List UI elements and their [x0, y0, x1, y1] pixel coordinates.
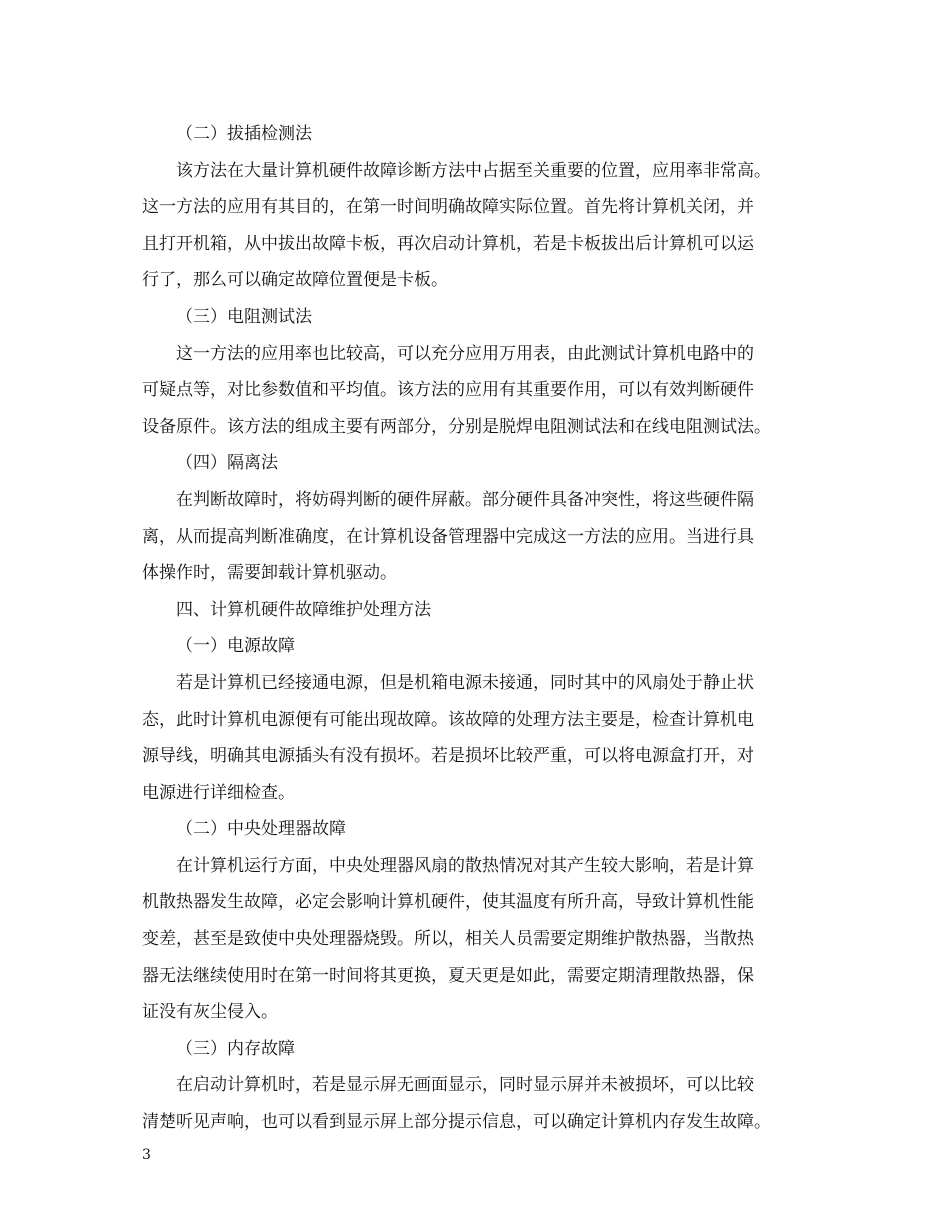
- document-body: [142, 116, 822, 1141]
- paragraph-line: 且打开机箱，从中拔出故障卡板，再次启动计算机，若是卡板拔出后计算机可以运: [142, 233, 754, 254]
- paragraph-line: 电源进行详细检查。: [142, 782, 295, 803]
- paragraph-line: 离，从而提高判断准确度，在计算机设备管理器中完成这一方法的应用。当进行具: [142, 526, 754, 547]
- paragraph-line: 源导线，明确其电源插头有没有损坏。若是损坏比较严重，可以将电源盒打开，对: [142, 746, 754, 767]
- section-heading-power-fault: （一）电源故障: [176, 636, 295, 657]
- paragraph-line: 行了，那么可以确定故障位置便是卡板。: [142, 270, 448, 291]
- paragraph-line: 证没有灰尘侵入。: [142, 1002, 278, 1023]
- section-heading-isolation: （四）隔离法: [176, 453, 278, 474]
- paragraph-line: 在计算机运行方面，中央处理器风扇的散热情况对其产生较大影响，若是计算: [176, 855, 754, 876]
- paragraph-line: 机散热器发生故障，必定会影响计算机硬件，使其温度有所升高，导致计算机性能: [142, 892, 754, 913]
- section-heading-plug-test: （二）拔插检测法: [176, 124, 312, 144]
- paragraph-line: 器无法继续使用时在第一时间将其更换，夏天更是如此，需要定期清理散热器，保: [142, 965, 754, 986]
- paragraph-line: 这一方法的应用有其目的，在第一时间明确故障实际位置。首先将计算机关闭，并: [142, 197, 754, 218]
- paragraph-line: 可疑点等，对比参数值和平均值。该方法的应用有其重要作用，可以有效判断硬件: [142, 380, 754, 401]
- paragraph-line: 在判断故障时，将妨碍判断的硬件屏蔽。部分硬件具备冲突性，将这些硬件隔: [176, 489, 754, 510]
- paragraph-line: 变差，甚至是致使中央处理器烧毁。所以，相关人员需要定期维护散热器，当散热: [142, 929, 754, 950]
- section-heading-resistance-test: （三）电阻测试法: [176, 306, 312, 327]
- paragraph-line: 这一方法的应用率也比较高，可以充分应用万用表，由此测试计算机电路中的: [176, 343, 754, 364]
- paragraph-line: 体操作时，需要卸载计算机驱动。: [142, 563, 397, 584]
- paragraph-line: 态，此时计算机电源便有可能出现故障。该故障的处理方法主要是，检查计算机电: [142, 709, 754, 730]
- section-heading-cpu-fault: （二）中央处理器故障: [176, 819, 346, 840]
- chapter-heading-maintenance: 四、计算机硬件故障维护处理方法: [176, 599, 431, 620]
- paragraph-line: 该方法在大量计算机硬件故障诊断方法中占据至关重要的位置，应用率非常高。: [176, 160, 771, 181]
- paragraph-line: 在启动计算机时，若是显示屏无画面显示，同时显示屏并未被损坏，可以比较: [176, 1075, 754, 1096]
- paragraph-line: 设备原件。该方法的组成主要有两部分，分别是脱焊电阻测试法和在线电阻测试法。: [142, 416, 771, 437]
- paragraph-line: 清楚听见声响，也可以看到显示屏上部分提示信息，可以确定计算机内存发生故障。: [142, 1112, 771, 1133]
- page-number: 3: [142, 1147, 151, 1163]
- section-heading-memory-fault: （三）内存故障: [176, 1038, 295, 1059]
- paragraph-line: 若是计算机已经接通电源，但是机箱电源未接通，同时其中的风扇处于静止状: [176, 672, 754, 693]
